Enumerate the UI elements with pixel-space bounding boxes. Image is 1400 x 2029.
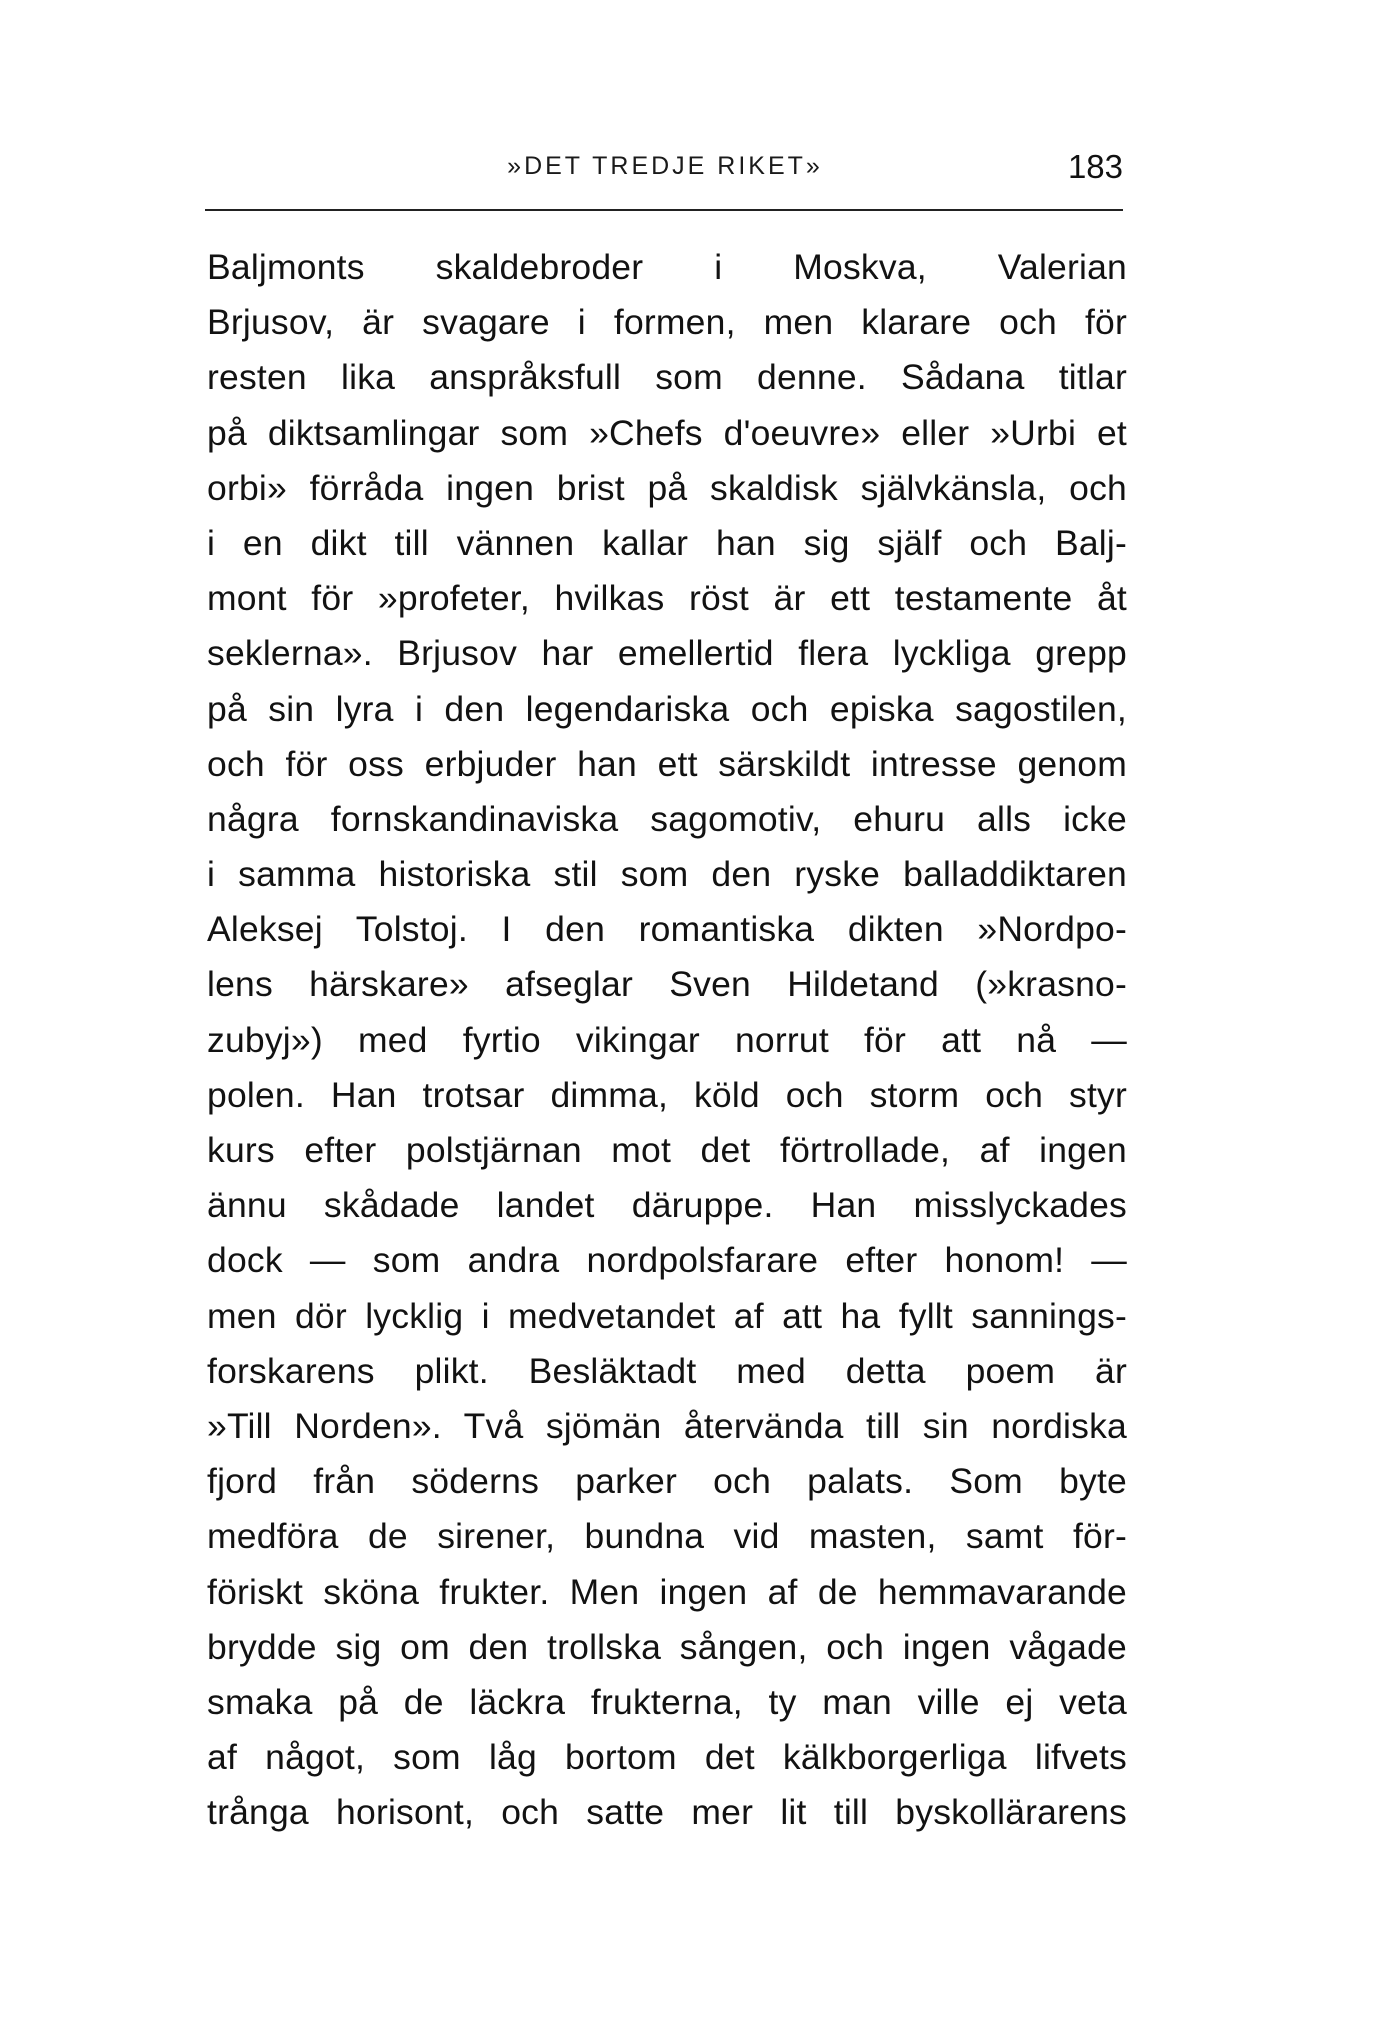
text-line: brydde sig om den trollska sången, och ingen vågade	[207, 1626, 1127, 1667]
text-line: smaka på de läckra frukterna, ty man ville ej veta	[207, 1681, 1127, 1722]
text-line: Baljmonts skaldebroder i Moskva, Valerian	[207, 247, 1127, 287]
text-line: i samma historiska stil som den ryske balladdiktaren	[207, 854, 1127, 895]
text-line: seklerna». Brjusov har emellertid flera lyckliga grepp	[207, 633, 1127, 674]
running-head	[205, 148, 1125, 196]
text-line: »Till Norden». Två sjömän återvända till sin nordiska	[207, 1405, 1127, 1446]
text-line: Aleksej Tolstoj. I den romantiska dikten »Nordpo-	[207, 909, 1127, 950]
text-line: medföra de sirener, bundna vid masten, samt för-	[207, 1516, 1127, 1557]
text-line: trånga horisont, och satte mer lit till byskollärarens	[207, 1792, 1127, 1833]
text-line: zubyj») med fyrtio vikingar norrut för att nå —	[207, 1019, 1127, 1060]
body-text	[207, 240, 1127, 1840]
text-line: dock — som andra nordpolsfarare efter honom! —	[207, 1240, 1127, 1281]
text-line: och för oss erbjuder han ett särskildt intresse genom	[207, 743, 1127, 784]
text-line: men dör lycklig i medvetandet af att ha fyllt sannings-	[207, 1295, 1127, 1336]
text-line: föriskt sköna frukter. Men ingen af de hemmavarande	[207, 1571, 1127, 1612]
text-line: af något, som låg bortom det kälkborgerliga lifvets	[207, 1737, 1127, 1778]
text-line: fjord från söderns parker och palats. Som byte	[207, 1461, 1127, 1502]
text-line: lens härskare» afseglar Sven Hildetand (»krasno-	[207, 964, 1127, 1005]
text-line: några fornskandinaviska sagomotiv, ehuru alls icke	[207, 798, 1127, 839]
text-line: på sin lyra i den legendariska och episka sagostilen,	[207, 688, 1127, 729]
text-line: orbi» förråda ingen brist på skaldisk självkänsla, och	[207, 467, 1127, 508]
text-line: Brjusov, är svagare i formen, men klarare och för	[207, 302, 1127, 343]
running-title: »DET TREDJE RIKET»	[507, 152, 823, 180]
text-line: polen. Han trotsar dimma, köld och storm och styr	[207, 1074, 1127, 1115]
text-line: ännu skådade landet däruppe. Han misslyckades	[207, 1185, 1127, 1226]
page-number: 183	[1067, 148, 1123, 185]
text-line: kurs efter polstjärnan mot det förtrollade, af ingen	[207, 1130, 1127, 1170]
text-line: på diktsamlingar som »Chefs d'oeuvre» eller »Urbi et	[207, 412, 1127, 453]
text-line: i en dikt till vännen kallar han sig själf och Balj-	[207, 522, 1127, 563]
text-line: mont för »profeter, hvilkas röst är ett testamente åt	[207, 578, 1127, 619]
header-rule	[205, 209, 1123, 211]
text-line: resten lika anspråksfull som denne. Sådana titlar	[207, 357, 1127, 398]
text-line: forskarens plikt. Besläktadt med detta poem är	[207, 1350, 1127, 1391]
